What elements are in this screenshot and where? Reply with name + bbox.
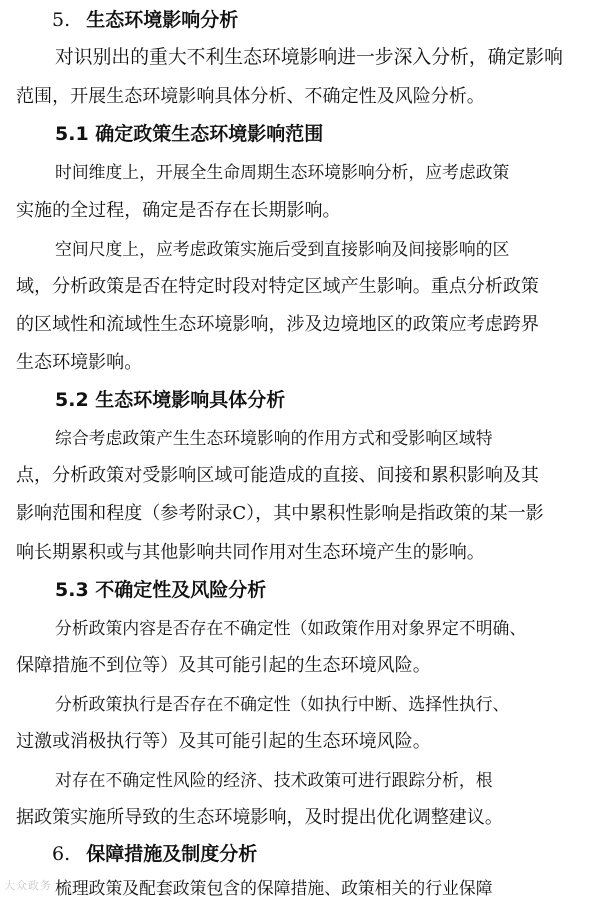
section-5-1-heading: 5.1 确定政策生态环境影响范围 — [55, 123, 324, 145]
section-6-heading: 6. 保障措施及制度分析 — [52, 843, 258, 865]
paragraph-line: 的区域性和流域性生态环境影响，涉及边境地区的政策应考虑跨界 — [16, 314, 539, 335]
paragraph-line: 域，分析政策是否在特定时段对特定区域产生影响。重点分析政策 — [16, 276, 539, 297]
paragraph-line: 范围，开展生态环境影响具体分析、不确定性及风险分析。 — [16, 86, 485, 107]
paragraph-line: 对识别出的重大不利生态环境影响进一步深入分析，确定影响 — [55, 47, 563, 68]
paragraph-line: 空间尺度上，应考虑政策实施后受到直接影响及间接影响的区 — [55, 239, 510, 259]
paragraph-line: 综合考虑政策产生生态环境影响的作用方式和受影响区域特 — [55, 428, 493, 448]
section-5-3-heading: 5.3 不确定性及风险分析 — [55, 579, 267, 601]
section-5-heading: 5. 生态环境影响分析 — [52, 9, 239, 31]
paragraph-line: 据政策实施所导致的生态环境影响，及时提出优化调整建议。 — [16, 807, 503, 828]
paragraph-line: 对存在不确定性风险的经济、技术政策可进行跟踪分析，根 — [55, 770, 493, 790]
paragraph-line: 梳理政策及配套政策包含的保障措施、政策相关的行业保障 — [55, 878, 493, 898]
paragraph-line: 过激或消极执行等）及其可能引起的生态环境风险。 — [16, 731, 431, 752]
paragraph-line: 时间维度上，开展全生命周期生态环境影响分析，应考虑政策 — [55, 162, 510, 182]
watermark: 大众政务 — [4, 879, 52, 892]
paragraph-line: 分析政策执行是否存在不确定性（如执行中断、选择性执行、 — [55, 694, 510, 714]
paragraph-line: 点，分析政策对受影响区域可能造成的直接、间接和累积影响及其 — [16, 465, 539, 486]
paragraph-line: 影响范围和程度（参考附录C），其中累积性影响是指政策的某一影 — [16, 503, 544, 524]
paragraph-line: 响长期累积或与其他影响共同作用对生态环境产生的影响。 — [16, 542, 485, 563]
paragraph-line: 实施的全过程，确定是否存在长期影响。 — [16, 200, 341, 221]
paragraph-line: 生态环境影响。 — [16, 352, 143, 373]
paragraph-line: 分析政策内容是否存在不确定性（如政策作用对象界定不明确、 — [55, 618, 527, 638]
paragraph-line: 保障措施不到位等）及其可能引起的生态环境风险。 — [16, 655, 431, 676]
section-5-2-heading: 5.2 生态环境影响具体分析 — [55, 389, 286, 411]
